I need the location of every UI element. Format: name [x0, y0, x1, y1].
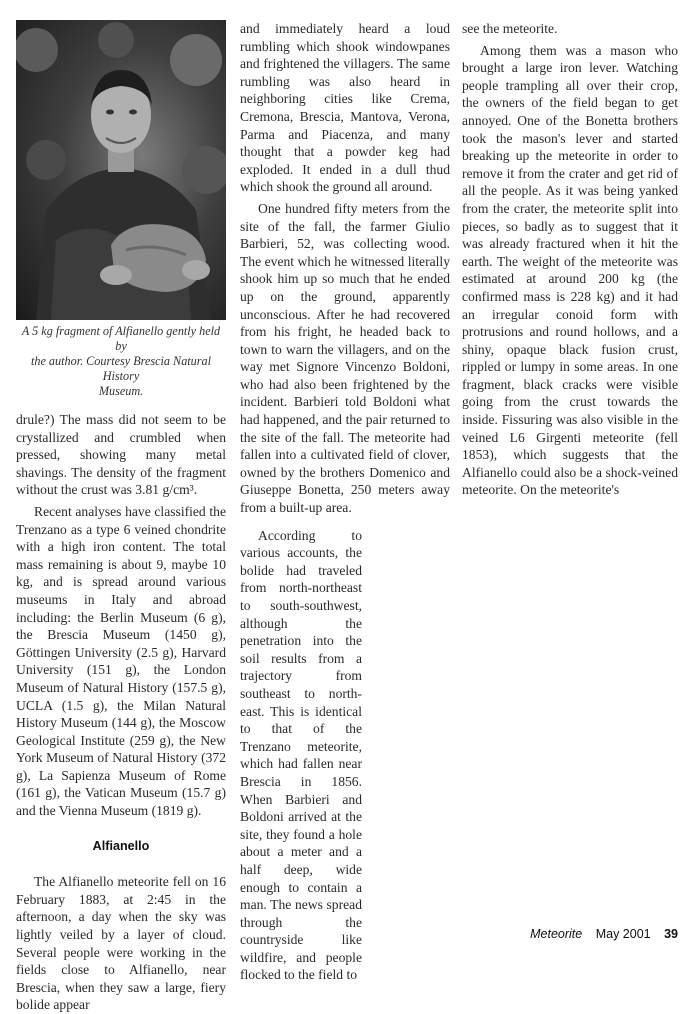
section-heading: Alfianello	[92, 838, 150, 853]
page-number: 39	[664, 927, 678, 941]
paragraph: One hundred fifty meters from the site of the fall, the farmer Giulio Barbieri, 52, was collecting wood. The event which he witnessed literally shook him up so much that he ended up on the ground, apparently unconscious. After he had recovered from his fright, he headed back to town to warn the villagers, and on the way met Signore Vincenzo Boldoni, who had also been frightened by the incident. Barbieri told Boldoni what had happened, and the pair returned to the site of the fall. The meteorite had fallen into a cultivated field of clover, owned by the brothers Domenico and Giuseppe Bonetta, 250 meters away from a built-up area.	[240, 200, 450, 516]
column-1	[16, 20, 226, 1014]
issue-date: May 2001	[595, 927, 651, 941]
caption-line: A 5 kg fragment of Alfianello gently held by	[21, 324, 221, 353]
paragraph: Recent analyses have classified the Trenzano as a type 6 veined chondrite with a high iron content. The total mass remaining is about 9, maybe 10 kg, and is spread around various museums in Italy and abroad including: the Berlin Museum (6 g), the Brescia Museum (1450 g), Göttingen University (2.5 g), Harvard University (151 g), the London Museum of Natural History (157.5 g), UCLA (1.5 g), the Milan Natural History Museum (144 g), the Moscow Geological Institute (259 g), the New York Museum of Natural History (372 g), La Sapienza Museum of Rome (161 g), the Vatican Museum (15.7 g) and the Vienna Museum (1819 g).	[16, 503, 226, 819]
photo-illustration	[16, 20, 226, 320]
paragraph: Among them was a mason who brought a large iron lever. Watching people trampling all over their crop, the owners of the field began to get annoyed. One of the Bonetta brothers took the mason's lever and started breaking up the meteorite in order to remove it from the crater and get rid of all the people. As it was being yanked from the crater, the meteorite split into pieces, so badly as to suggest that it was already fractured when it hit the earth. The weight of the meteorite was estimated at around 200 kg (the confirmed mass is 228 kg) and it had an irregular conoid form with protrusions and round hollows, and a shiny, opaque black fusion crust, rippled or lumpy in some areas. In one fragment, black cracks were visible going from the crust towards the inside. Fissuring was also visible in the veined L6 Girgenti meteorite (fell 1853), which suggests that the Alfianello could also be a shock-veined meteorite. On the meteorite's	[462, 42, 678, 498]
paragraph: drule?) The mass did not seem to be crystallized and crumbled when pressed, showing many metal shavings. The density of the fragment without the crust was 3.81 g/cm³.	[16, 412, 226, 498]
magazine-name: Meteorite	[530, 927, 583, 941]
caption-line: the author. Courtesy Brescia Natural History	[31, 354, 211, 383]
paragraph: see the meteorite.	[462, 21, 558, 36]
paragraph: and immediately heard a loud rumbling which shook windowpanes and frightened the villagers. The same rumbling was also heard in neighboring cities like Crema, Cremona, Brescia, Mantova, Verona, Parma and Piacenza, and many thought that a powder keg had exploded. It ended in a dull thud which shook the ground all around.	[240, 21, 450, 195]
caption-line: Museum.	[98, 384, 144, 398]
column-2	[240, 20, 450, 984]
narrow-text-block	[240, 527, 362, 984]
paragraph: The Alfianello meteorite fell on 16 February 1883, at 2:45 in the afternoon, a day when the sky was lightly veiled by a layer of cloud. Several people were working in the fields close to Alfianello, near Brescia, when they saw a large, fiery bolide appear	[16, 874, 226, 1013]
column-3	[462, 20, 678, 499]
author-photo	[16, 20, 226, 320]
column-1-text	[16, 411, 226, 1014]
paragraph: According to various accounts, the bolide had traveled from north-northeast to south-southwest, although the penetration into the soil results from a trajectory from southeast to north-east. This is identical to that of the Trenzano meteorite, which had fallen near Brescia in 1856. When Barbieri and Boldoni arrived at the site, they found a hole about a meter and a half deep, wide enough to contain a man. The news spread through the countryside like wildfire, and people flocked to the field to	[240, 527, 362, 983]
photo-caption	[16, 324, 226, 399]
page-footer	[530, 926, 678, 944]
